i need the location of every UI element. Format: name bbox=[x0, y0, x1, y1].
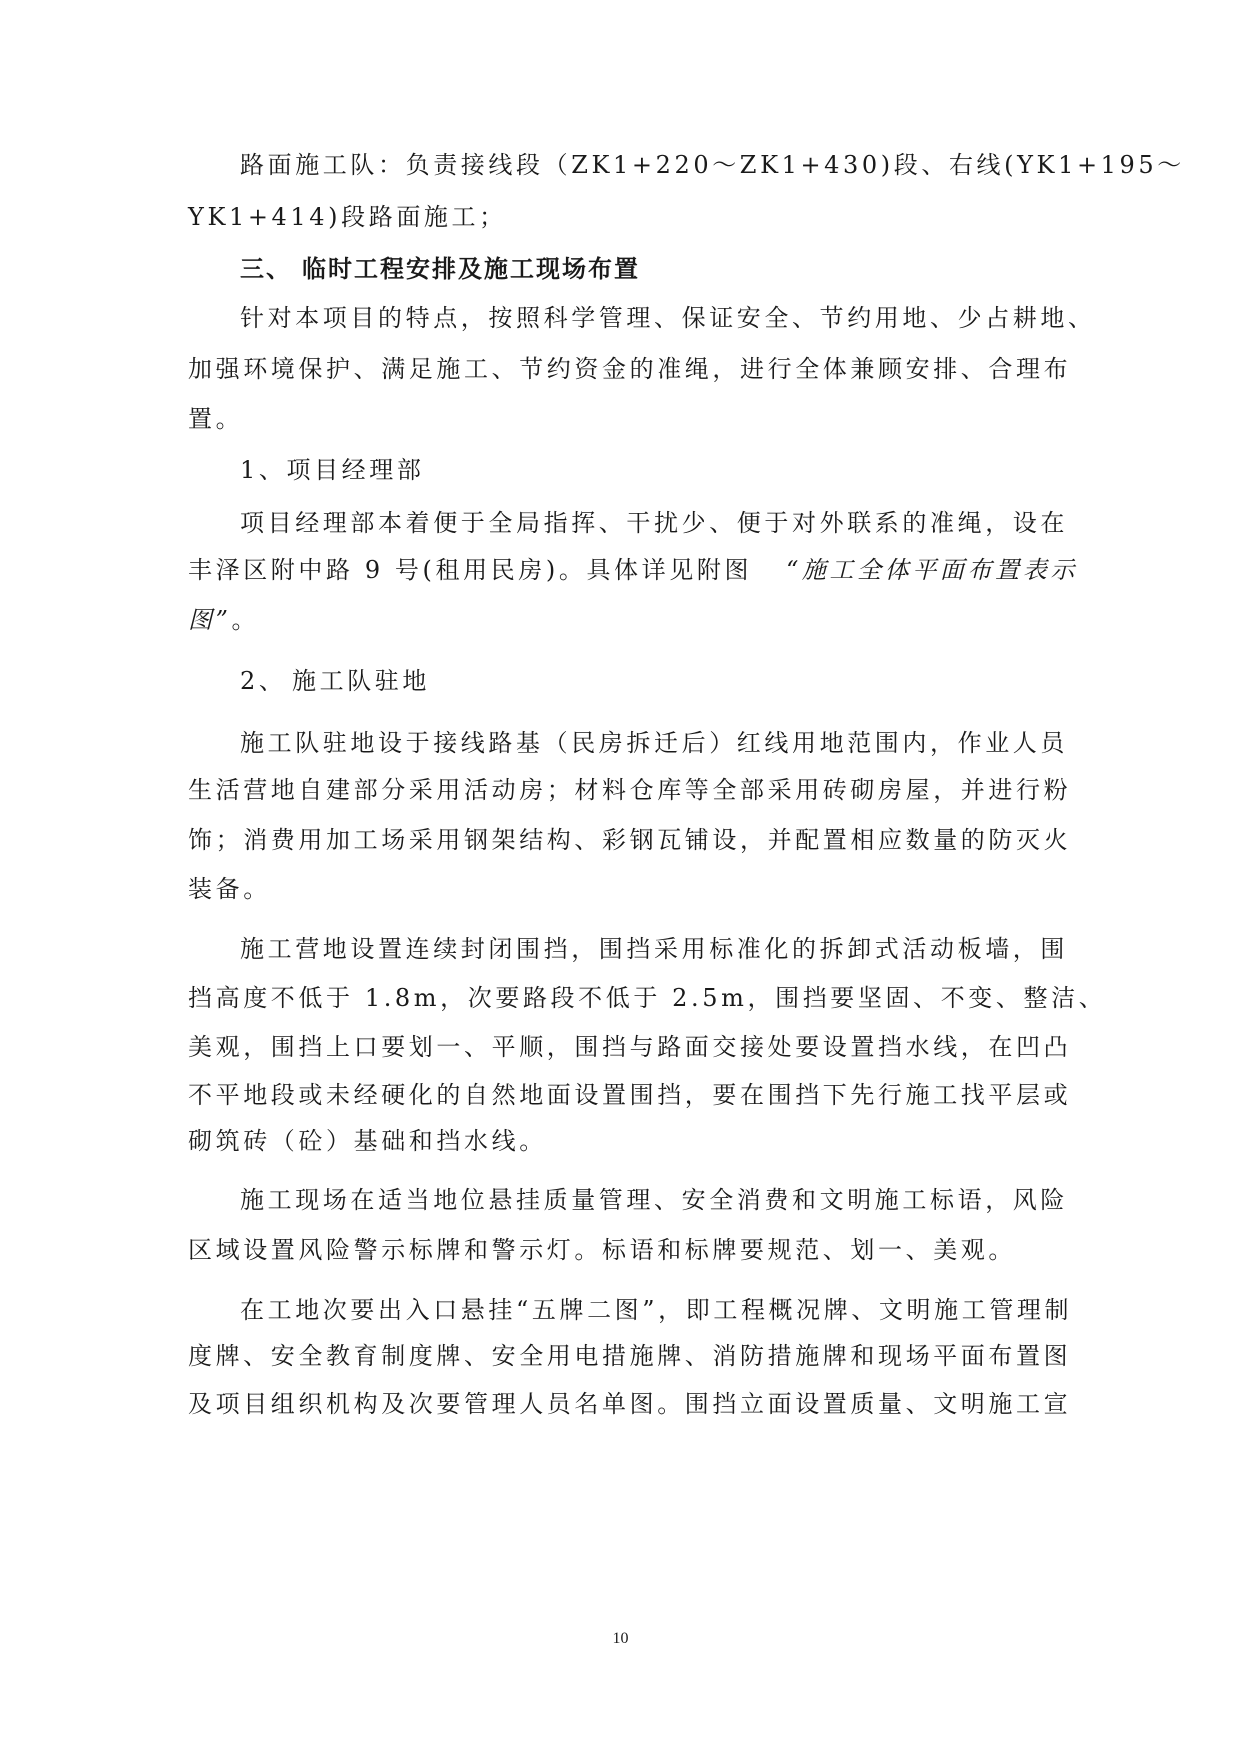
subsection-number: 2、 bbox=[240, 667, 287, 695]
paragraph-line: 置。 bbox=[188, 405, 244, 433]
paragraph-text: 。 bbox=[231, 606, 260, 634]
subsection-heading bbox=[240, 664, 1056, 698]
paragraph-line: 美观，围挡上口要划一、平顺，围挡与路面交接处要设置挡水线，在凹凸 bbox=[188, 1033, 1072, 1061]
paragraph-line: 项目经理部本着便于全局指挥、干扰少、便于对外联系的准绳，设在 bbox=[240, 509, 1068, 537]
paragraph-text: 丰泽区附中路 9 号(租用民房)。具体详见附图 bbox=[188, 556, 753, 584]
paragraph-line: YK1+414)段路面施工； bbox=[188, 203, 507, 231]
paragraph-line: 路面施工队：负责接线段（ZK1+220～ZK1+430)段、右线(YK1+195～ bbox=[240, 151, 1185, 179]
paragraph-line: 区域设置风险警示标牌和警示灯。标语和标牌要规范、划一、美观。 bbox=[188, 1236, 1016, 1264]
paragraph-line bbox=[188, 553, 1078, 587]
section-heading-number: 三、 bbox=[240, 255, 292, 283]
paragraph-line: 及项目组织机构及次要管理人员名单图。围挡立面设置质量、文明施工宣 bbox=[188, 1390, 1072, 1418]
paragraph-line: 施工队驻地设于接线路基（民房拆迁后）红线用地范围内，作业人员 bbox=[240, 729, 1068, 757]
paragraph-line: 在工地次要出入口悬挂“五牌二图”，即工程概况牌、文明施工管理制 bbox=[240, 1296, 1073, 1324]
paragraph-line: 饰；消费用加工场采用钢架结构、彩钢瓦铺设，并配置相应数量的防灭火 bbox=[188, 826, 1072, 854]
paragraph-line: 不平地段或未经硬化的自然地面设置围挡，要在围挡下先行施工找平层或 bbox=[188, 1081, 1072, 1109]
paragraph-line: 针对本项目的特点，按照科学管理、保证安全、节约用地、少占耕地、 bbox=[240, 304, 1096, 332]
subsection-title: 施工队驻地 bbox=[292, 667, 430, 695]
paragraph-line: 度牌、安全教育制度牌、安全用电措施牌、消防措施牌和现场平面布置图 bbox=[188, 1342, 1072, 1370]
section-heading bbox=[240, 252, 1056, 286]
paragraph-line: 装备。 bbox=[188, 875, 271, 903]
paragraph-line bbox=[188, 603, 1056, 637]
subsection-heading: 1、项目经理部 bbox=[240, 456, 425, 484]
paragraph-line: 施工现场在适当地位悬挂质量管理、安全消费和文明施工标语，风险 bbox=[240, 1186, 1068, 1214]
paragraph-line: 砌筑砖（砼）基础和挡水线。 bbox=[188, 1127, 547, 1155]
paragraph-line: 施工营地设置连续封闭围挡，围挡采用标准化的拆卸式活动板墙，围 bbox=[240, 935, 1068, 963]
page-number: 10 bbox=[612, 1630, 629, 1647]
figure-reference: 图” bbox=[188, 606, 232, 634]
figure-reference: “施工全体平面布置表示 bbox=[786, 556, 1078, 584]
paragraph-line: 加强环境保护、满足施工、节约资金的准绳，进行全体兼顾安排、合理布 bbox=[188, 355, 1072, 383]
paragraph-line: 生活营地自建部分采用活动房；材料仓库等全部采用砖砌房屋，并进行粉 bbox=[188, 776, 1072, 804]
section-heading-title: 临时工程安排及施工现场布置 bbox=[302, 255, 640, 283]
paragraph-line: 挡高度不低于 1.8m，次要路段不低于 2.5m，围挡要坚固、不变、整洁、 bbox=[188, 984, 1107, 1012]
